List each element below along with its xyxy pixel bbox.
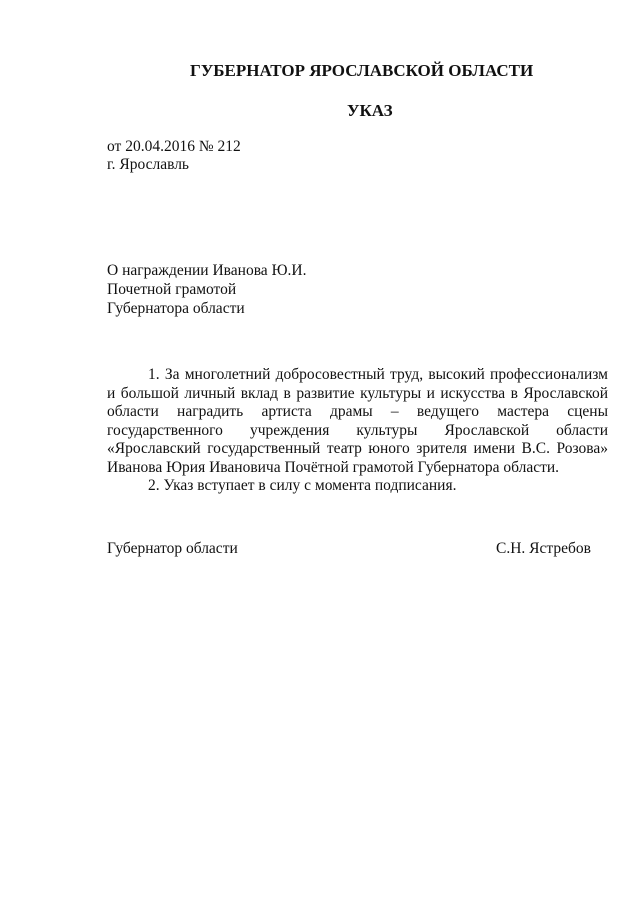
subject-line-2: Почетной грамотой — [107, 281, 237, 298]
subject-line-3: Губернатора области — [107, 300, 245, 317]
document-meta — [107, 138, 241, 174]
signatory-role: Губернатор области — [107, 540, 238, 557]
document-subject — [107, 261, 306, 318]
body-paragraph-1: 1. За многолетний добросовестный труд, высокий профессионализм и большой личный вклад в развитие культуры и искусства в Ярославской области наградить артиста драмы – ведущего мастера сцены государственного учреждения культуры Ярославской области «Ярославский государственный театр юного зрителя имени В.С. Розова» Иванова Юрия Ивановича Почётной грамотой Губернатора области. — [107, 366, 608, 476]
signatory-name: С.Н. Ястребов — [496, 540, 591, 557]
body-paragraph-2: 2. Указ вступает в силу с момента подписания. — [148, 477, 457, 494]
document-type: УКАЗ — [347, 101, 393, 120]
document-body — [107, 366, 608, 496]
date-number: от 20.04.2016 № 212 — [107, 138, 241, 155]
city: г. Ярославль — [107, 156, 189, 173]
subject-line-1: О награждении Иванова Ю.И. — [107, 262, 307, 279]
issuing-authority: ГУБЕРНАТОР ЯРОСЛАВСКОЙ ОБЛАСТИ — [190, 61, 534, 80]
